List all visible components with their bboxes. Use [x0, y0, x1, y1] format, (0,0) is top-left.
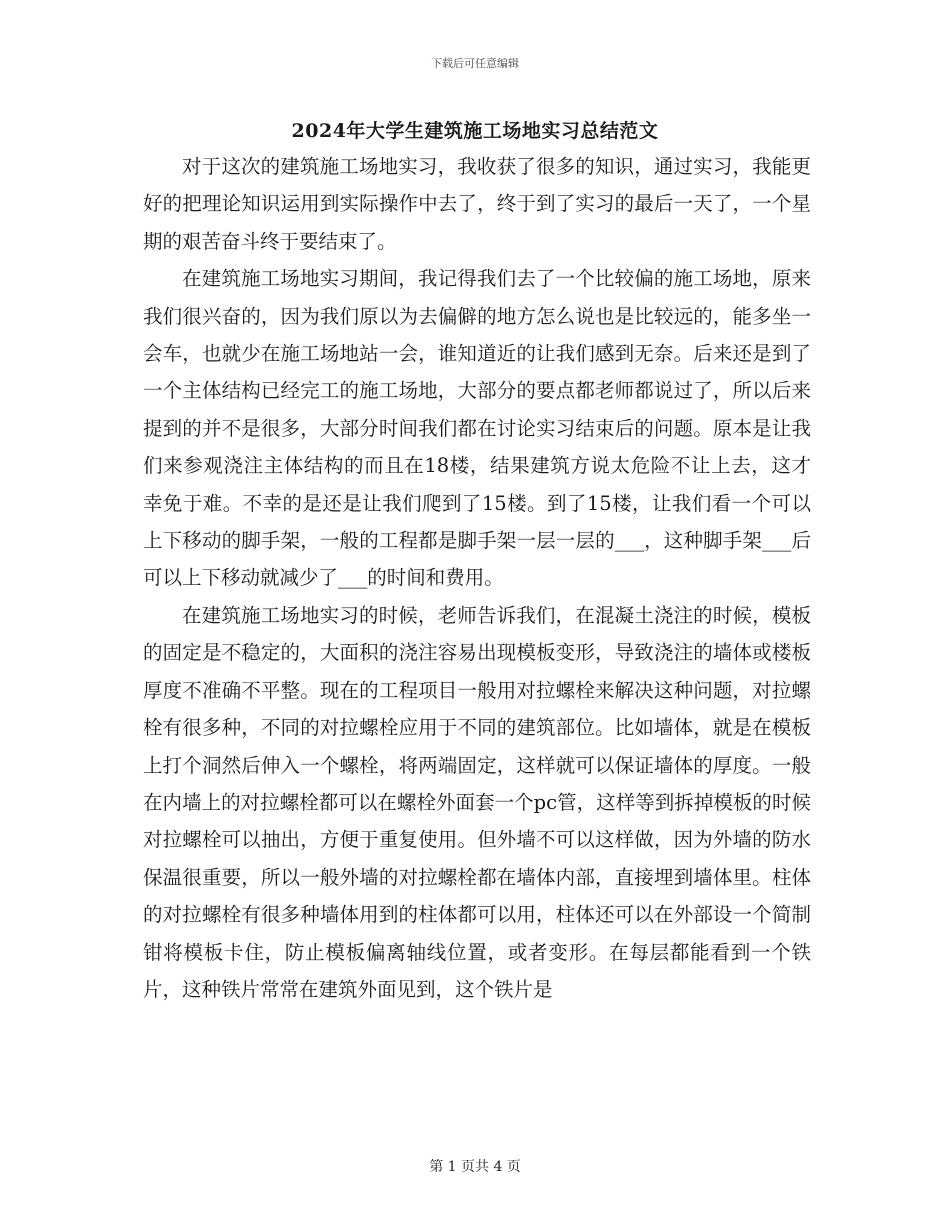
- paragraph: 在建筑施工场地实习的时候，老师告诉我们，在混凝土浇注的时候，模板的固定是不稳定的，大面积的浇注容易出现模板变形，导致浇注的墙体或楼板厚度不准确不平整。现在的工程项目一般用对拉螺栓来解决这种问题，对拉螺栓有很多种，不同的对拉螺栓应用于不同的建筑部位。比如墙体，就是在模板上打个洞然后伸入一个螺栓，将两端固定，这样就可以保证墙体的厚度。一般在内墙上的对拉螺栓都可以在螺栓外面套一个pc管，这样等到拆掉模板的时候对拉螺栓可以抽出，方便于重复使用。但外墙不可以这样做，因为外墙的防水保温很重要，所以一般外墙的对拉螺栓都在墙体内部，直接埋到墙体里。柱体的对拉螺栓有很多种墙体用到的柱体都可以用，柱体还可以在外部设一个简制钳将模板卡住，防止模板偏离轴线位置，或者变形。在每层都能看到一个铁片，这种铁片常常在建筑外面见到，这个铁片是: [143, 603, 811, 1001]
- page-header: 下载后可任意编辑: [431, 57, 519, 70]
- paragraph: 对于这次的建筑施工场地实习，我收获了很多的知识，通过实习，我能更好的把理论知识运用到实际操作中去了，终于到了实习的最后一天了，一个星期的艰苦奋斗终于要结束了。: [143, 155, 811, 253]
- document-body: [143, 148, 811, 1008]
- document-title: 2024年大学生建筑施工场地实习总结范文: [291, 120, 659, 142]
- page-footer: 第 1 页共 4 页: [429, 1159, 521, 1175]
- paragraph: 在建筑施工场地实习期间，我记得我们去了一个比较偏的施工场地，原来我们很兴奋的，因为我们原以为去偏僻的地方怎么说也是比较远的，能多坐一会车，也就少在施工场地站一会，谁知道近的让我们感到无奈。后来还是到了一个主体结构已经完工的施工场地，大部分的要点都老师都说过了，所以后来提到的并不是很多，大部分时间我们都在讨论实习结束后的问题。原本是让我们来参观浇注主体结构的而且在18楼，结果建筑方说太危险不让上去，这才幸免于难。不幸的是还是让我们爬到了15楼。到了15楼，让我们看一个可以上下移动的脚手架，一般的工程都是脚手架一层一层的___，这种脚手架___后可以上下移动就减少了___的时间和费用。: [143, 267, 811, 590]
